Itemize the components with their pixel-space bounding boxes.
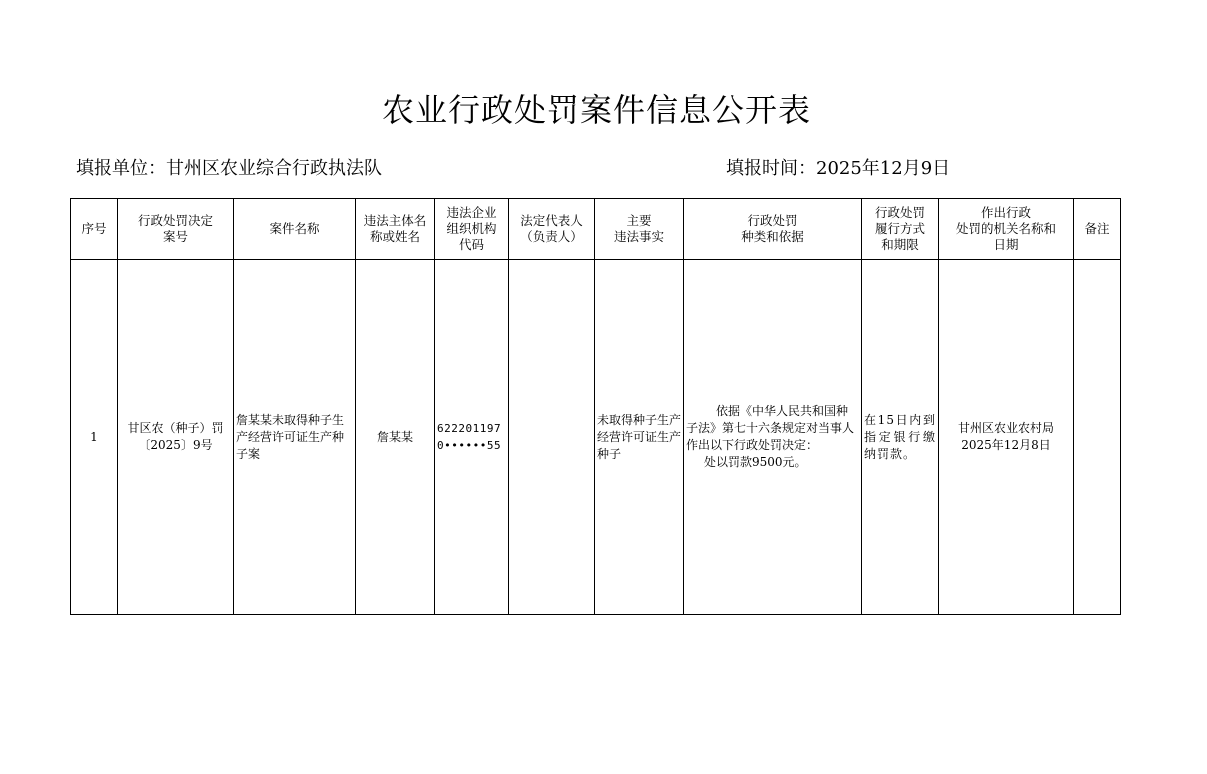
header-legal-rep: 法定代表人 （负责人）	[509, 199, 595, 260]
cell-case-name: 詹某某未取得种子生产经营许可证生产种子案	[234, 260, 356, 615]
header-party-name: 违法主体名 称或姓名	[356, 199, 435, 260]
header-facts: 主要 违法事实	[595, 199, 684, 260]
cell-party-name: 詹某某	[356, 260, 435, 615]
header-basis: 行政处罚 种类和依据	[684, 199, 862, 260]
header-remarks: 备注	[1074, 199, 1121, 260]
cell-fulfillment: 在15日内到指定银行缴纳罚款。	[862, 260, 939, 615]
penalty-info-table	[70, 198, 1121, 615]
header-index: 序号	[71, 199, 118, 260]
header-fulfillment: 行政处罚 履行方式 和期限	[862, 199, 939, 260]
cell-remarks	[1074, 260, 1121, 615]
cell-facts: 未取得种子生产经营许可证生产种子	[595, 260, 684, 615]
page-title: 农业行政处罚案件信息公开表	[381, 91, 811, 129]
cell-org-code: 6222011970••••••55	[435, 260, 509, 615]
cell-basis	[684, 260, 862, 615]
filing-time: 填报时间：2025年12月9日	[726, 158, 951, 179]
cell-index: 1	[71, 260, 118, 615]
basis-legal-text: 依据《中华人民共和国种子法》第七十六条规定对当事人作出以下行政处罚决定：	[686, 404, 855, 452]
header-case-name: 案件名称	[234, 199, 356, 260]
cell-authority: 甘州区农业农村局 2025年12月8日	[939, 260, 1074, 615]
header-authority: 作出行政 处罚的机关名称和 日期	[939, 199, 1074, 260]
cell-case-number: 甘区农（种子）罚〔2025〕9号	[118, 260, 234, 615]
table-header-row	[71, 199, 1121, 260]
header-org-code: 违法企业 组织机构 代码	[435, 199, 509, 260]
cell-legal-rep	[509, 260, 595, 615]
table-row	[71, 260, 1121, 615]
header-case-number: 行政处罚决定 案号	[118, 199, 234, 260]
filing-unit: 填报单位：甘州区农业综合行政执法队	[76, 158, 382, 179]
basis-penalty-amount: 处以罚款9500元。	[704, 455, 807, 469]
